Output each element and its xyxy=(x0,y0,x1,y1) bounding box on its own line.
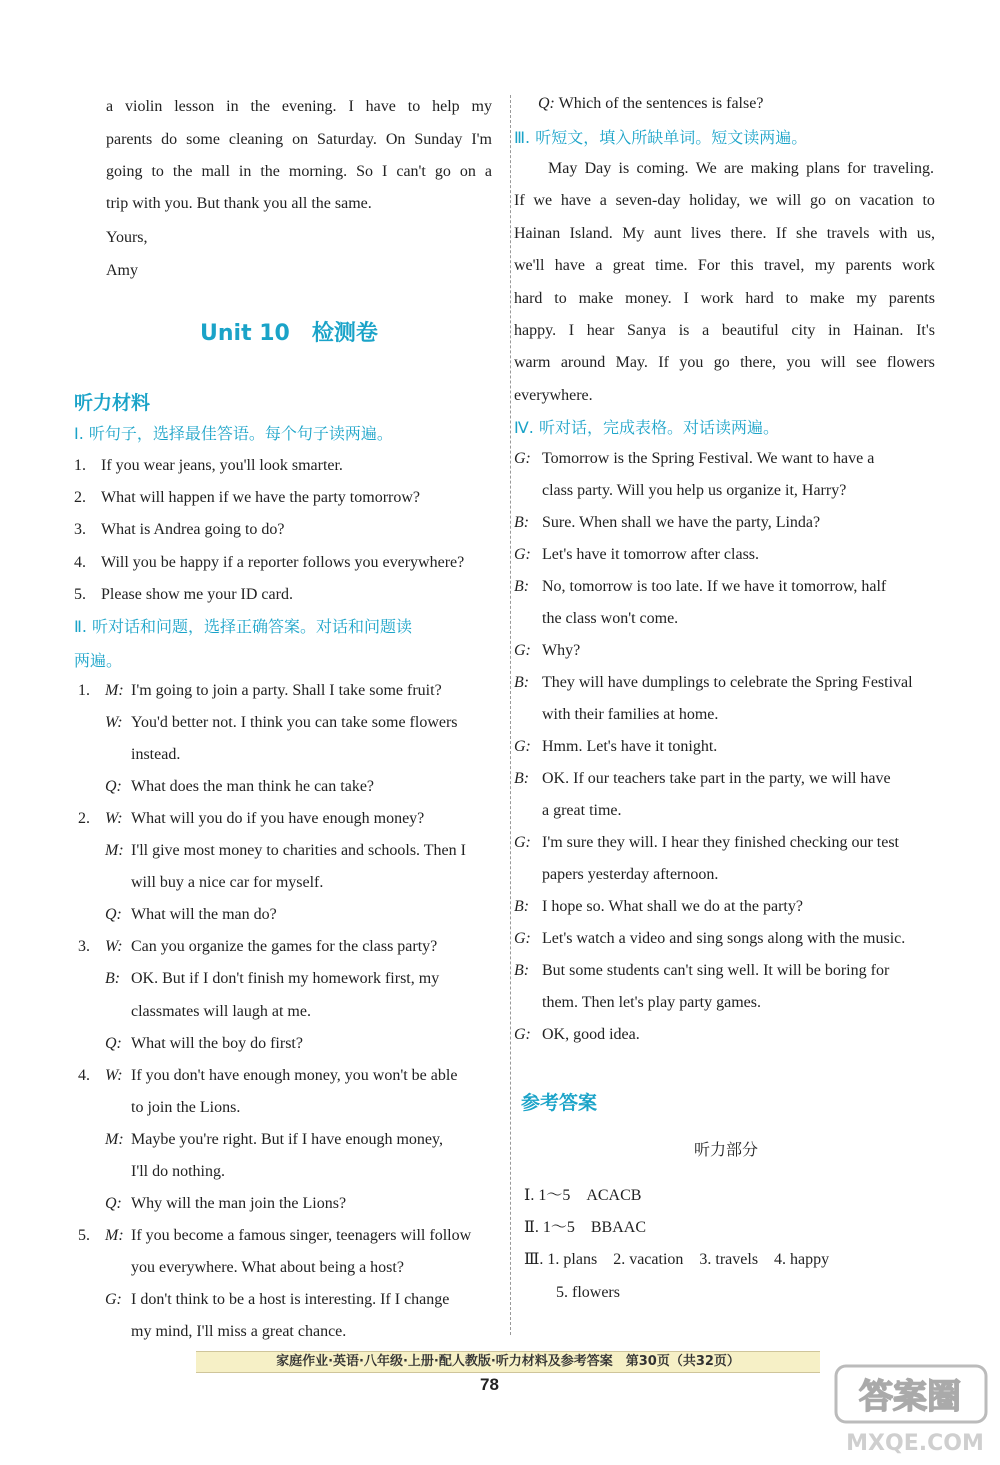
word: On xyxy=(385,131,406,148)
dialogue-text: You'd better not. I think you can take some flowers xyxy=(131,714,458,731)
dialogue-line xyxy=(105,1194,346,1214)
word: us, xyxy=(916,224,935,242)
word: I xyxy=(382,163,388,180)
passage-line xyxy=(514,224,935,244)
item-number: 2. xyxy=(78,810,90,827)
item-text: What is Andrea going to do? xyxy=(101,521,285,539)
word: help xyxy=(432,98,460,115)
word: around xyxy=(560,354,606,372)
word: parents xyxy=(106,131,153,148)
word: warm xyxy=(514,354,551,372)
word: to xyxy=(785,289,799,307)
dialogue-line xyxy=(542,801,622,821)
word: beautiful xyxy=(721,322,779,339)
word: It's xyxy=(916,322,935,339)
speaker-label: B: xyxy=(514,578,530,595)
item-number: 1. xyxy=(74,457,86,474)
word: If xyxy=(775,224,787,242)
word: some xyxy=(186,131,220,148)
passage-line xyxy=(548,159,934,179)
list-item xyxy=(74,585,293,605)
watermark-bottom-text: MXQE.COM xyxy=(846,1431,984,1456)
dialogue-line xyxy=(131,1322,346,1342)
item-number: 4. xyxy=(78,1067,90,1084)
word: we xyxy=(748,192,768,210)
dialogue-text: instead. xyxy=(131,746,181,763)
list-item xyxy=(74,520,285,540)
dialogue-text: I'll do nothing. xyxy=(131,1163,225,1180)
word: travel, xyxy=(763,257,805,275)
watermark-top-text: 答案圈 xyxy=(859,1377,961,1417)
answer-line-3-cont: 5. flowers xyxy=(556,1284,620,1301)
word: We xyxy=(695,160,717,177)
word: May. xyxy=(615,354,648,372)
word: the xyxy=(250,98,271,115)
word: Saturday. xyxy=(317,131,377,148)
word: my xyxy=(856,289,877,307)
dialogue-line xyxy=(514,833,899,853)
passage-line xyxy=(514,353,935,373)
dialogue-text: I hope so. What shall we do at the party? xyxy=(542,898,803,915)
item-number: 2. xyxy=(74,489,86,507)
letter-line xyxy=(106,162,492,182)
dialogue-text: I'll give most money to charities and schools. Then I xyxy=(131,842,466,859)
word: great xyxy=(612,257,645,275)
dialogue-line xyxy=(78,809,424,829)
dialogue-line xyxy=(514,737,717,757)
word: So xyxy=(356,163,374,180)
dialogue-text: Maybe you're right. But if I have enough money, xyxy=(131,1131,443,1148)
speaker-label: Q: xyxy=(105,778,122,795)
dialogue-line xyxy=(542,993,761,1013)
item-text: What will happen if we have the party tomorrow? xyxy=(101,489,420,507)
dialogue-text: If you become a famous singer, teenagers will follow xyxy=(131,1227,472,1244)
word: see xyxy=(856,354,877,372)
dialogue-text: If you don't have enough money, you won't be able xyxy=(131,1067,458,1084)
item-number: 5. xyxy=(78,1227,90,1244)
speaker-label: B: xyxy=(514,898,530,915)
dialogue-text: OK, good idea. xyxy=(542,1026,640,1043)
word: to xyxy=(554,289,567,307)
word: evening. xyxy=(281,98,337,115)
word: this xyxy=(730,257,754,275)
dialogue-line xyxy=(78,1066,457,1086)
word: hear xyxy=(586,322,615,339)
dialogue-text: Why? xyxy=(542,642,581,659)
passage-line: everywhere. xyxy=(514,386,593,404)
word: holiday, xyxy=(689,192,741,210)
speaker-label: G: xyxy=(514,930,531,947)
passage-line xyxy=(514,321,935,341)
word: make xyxy=(809,289,845,307)
word: in xyxy=(238,163,252,180)
dialogue-line xyxy=(542,705,718,725)
word: parents xyxy=(845,257,892,275)
word: my xyxy=(471,98,492,115)
dialogue-text: Let's have it tomorrow after class. xyxy=(542,546,760,563)
word: If xyxy=(658,354,669,372)
dialogue-text: Hmm. Let's have it tonight. xyxy=(542,738,718,755)
word: do xyxy=(161,131,178,148)
dialogue-line xyxy=(105,841,466,861)
dialogue-text: Tomorrow is the Spring Festival. We want to have a xyxy=(542,450,875,467)
speaker-label: G: xyxy=(514,450,531,467)
dialogue-text: class party. Will you help us organize it, Harry? xyxy=(542,482,847,499)
dialogue-text: No, tomorrow is too late. If we have it tomorrow, half xyxy=(542,578,887,595)
word: Hainan. xyxy=(853,322,904,339)
word: in xyxy=(226,98,239,115)
word: the xyxy=(172,163,193,180)
word: May xyxy=(548,160,578,177)
dialogue-text: Sure. When shall we have the party, Linda? xyxy=(542,514,821,531)
dialogue-text: with their families at home. xyxy=(542,706,719,723)
word: hard xyxy=(514,289,543,307)
dialogue-line xyxy=(105,905,277,925)
letter-line: trip with you. But thank you all the same. xyxy=(106,195,372,212)
word: work xyxy=(902,257,935,275)
word: Hainan xyxy=(514,224,561,242)
word: I xyxy=(568,322,575,339)
word: is xyxy=(618,160,630,177)
word: a xyxy=(595,257,603,275)
word: time. xyxy=(655,257,688,275)
speaker-label: W: xyxy=(105,1067,123,1084)
answer-line-1: Ⅰ. 1～5 ACACB xyxy=(524,1187,642,1204)
dialogue-line xyxy=(514,961,889,981)
dialogue-text: What will you do if you have enough money? xyxy=(131,810,425,827)
word: happy. xyxy=(514,322,557,339)
question-line xyxy=(538,94,763,114)
dialogue-line xyxy=(78,1226,471,1246)
word: Sanya xyxy=(626,322,667,339)
dialogue-text: the class won't come. xyxy=(542,610,679,627)
section-2-title: Ⅱ. 听对话和问题，选择正确答案。对话和问题读 xyxy=(74,617,413,636)
passage-line xyxy=(514,289,935,309)
dialogue-line xyxy=(514,577,886,597)
word: a xyxy=(106,98,114,115)
dialogue-text: will buy a nice car for myself. xyxy=(131,874,324,891)
word: vacation xyxy=(859,192,914,210)
word: lesson xyxy=(174,98,215,115)
word: my xyxy=(814,257,836,275)
dialogue-text: But some students can't sing well. It will be boring for xyxy=(542,962,890,979)
word: will xyxy=(776,192,802,210)
dialogue-line xyxy=(514,897,803,917)
speaker-label: G: xyxy=(514,834,531,851)
word: she xyxy=(796,224,818,242)
list-item xyxy=(74,553,464,573)
word: seven-day xyxy=(615,192,681,210)
word: there, xyxy=(740,354,777,372)
dialogue-line xyxy=(514,769,891,789)
dialogue-text: my mind, I'll miss a great chance. xyxy=(131,1323,347,1340)
speaker-label: W: xyxy=(105,714,123,731)
dialogue-line xyxy=(514,1025,640,1045)
answers-heading: 参考答案 xyxy=(521,1092,598,1114)
word: work xyxy=(700,289,734,307)
word: for xyxy=(847,160,866,177)
word: I xyxy=(348,98,354,115)
word: on xyxy=(292,131,309,148)
dialogue-line xyxy=(131,873,323,893)
speaker-label: B: xyxy=(514,962,530,979)
word: I xyxy=(683,289,689,307)
dialogue-text: you everywhere. What about being a host? xyxy=(131,1259,404,1276)
speaker-label: M: xyxy=(105,1227,124,1244)
speaker-label: B: xyxy=(105,970,121,987)
word: with xyxy=(878,224,908,242)
dialogue-text: What does the man think he can take? xyxy=(131,778,375,795)
word: lives xyxy=(690,224,722,242)
word: go xyxy=(809,192,826,210)
letter-closing: Yours, xyxy=(106,229,148,246)
word: morning. xyxy=(288,163,348,180)
dialogue-text: I don't think to be a host is interesting. If I change xyxy=(131,1291,450,1308)
word: is xyxy=(678,322,690,339)
dialogue-line xyxy=(78,681,442,701)
dialogue-line xyxy=(131,745,180,765)
speaker-label: W: xyxy=(105,810,123,827)
section-2-title-cont: 两遍。 xyxy=(74,651,123,670)
word: plans xyxy=(806,160,840,177)
section-4-title: Ⅳ. 听对话，完成表格。对话读两遍。 xyxy=(514,418,779,437)
dialogue-line xyxy=(131,1258,404,1278)
dialogue-line xyxy=(105,1130,443,1150)
speaker-label: W: xyxy=(105,938,123,955)
word: Island. xyxy=(569,224,613,242)
word: mall xyxy=(201,163,230,180)
listening-material-heading: 听力材料 xyxy=(74,392,151,414)
dialogue-line xyxy=(105,1034,303,1054)
word: the xyxy=(260,163,280,180)
dialogue-line xyxy=(131,1098,240,1118)
column-divider xyxy=(510,95,511,1335)
speaker-label: B: xyxy=(514,514,530,531)
word: are xyxy=(723,160,744,177)
item-text: Please show me your ID card. xyxy=(101,585,293,603)
word: on xyxy=(459,163,476,180)
speaker-label: Q: xyxy=(105,1195,122,1212)
item-number: 4. xyxy=(74,553,86,571)
dialogue-line xyxy=(131,1002,311,1022)
dialogue-text: to join the Lions. xyxy=(131,1099,241,1116)
dialogue-text: Let's watch a video and sing songs along with the music. xyxy=(542,930,906,947)
dialogue-line xyxy=(514,545,759,565)
word: cleaning xyxy=(228,131,284,148)
dialogue-text: OK. But if I don't finish my homework first, my xyxy=(131,970,440,987)
word: hard xyxy=(745,289,774,307)
speaker-label: M: xyxy=(105,1131,124,1148)
item-number: 1. xyxy=(78,682,90,699)
word: flowers xyxy=(886,354,935,372)
word: a xyxy=(702,322,710,339)
dialogue-text: What will the boy do first? xyxy=(131,1035,303,1052)
speaker-label: B: xyxy=(514,770,530,787)
word: money. xyxy=(625,289,672,307)
dialogue-text: OK. If our teachers take part in the party, we will have xyxy=(542,770,891,787)
speaker-label: Q: xyxy=(538,95,555,112)
letter-line xyxy=(106,97,492,117)
speaker-label: G: xyxy=(105,1291,122,1308)
letter-line xyxy=(106,130,492,150)
section-1-title: Ⅰ. 听句子，选择最佳答语。每个句子读两遍。 xyxy=(74,424,393,443)
word: a xyxy=(599,192,607,210)
dialogue-line xyxy=(105,777,374,797)
word: Day xyxy=(584,160,612,177)
speaker-label: Q: xyxy=(105,1035,122,1052)
section-3-title: Ⅲ. 听短文，填入所缺单词。短文读两遍。 xyxy=(514,128,808,147)
letter-signature: Amy xyxy=(106,262,138,279)
dialogue-text: I'm sure they will. I hear they finished checking our test xyxy=(542,834,899,851)
dialogue-line xyxy=(514,513,820,533)
answer-line-2: Ⅱ. 1～5 BBAAC xyxy=(524,1219,647,1236)
word: a xyxy=(484,163,492,180)
word: violin xyxy=(125,98,163,115)
watermark-graphic xyxy=(830,1360,1000,1460)
speaker-label: B: xyxy=(514,674,530,691)
dialogue-line xyxy=(105,1290,449,1310)
dialogue-text: Why will the man join the Lions? xyxy=(131,1195,347,1212)
dialogue-text: I'm going to join a party. Shall I take some fruit? xyxy=(131,682,442,699)
word: on xyxy=(834,192,851,210)
dialogue-line xyxy=(514,929,905,949)
word: make xyxy=(578,289,614,307)
word: to xyxy=(151,163,164,180)
word: coming. xyxy=(636,160,689,177)
dialogue-text: classmates will laugh at me. xyxy=(131,1003,311,1020)
passage-line xyxy=(514,191,935,211)
speaker-label: G: xyxy=(514,1026,531,1043)
word: have xyxy=(554,257,585,275)
dialogue-line xyxy=(542,481,846,501)
word: If xyxy=(514,192,525,210)
word: go xyxy=(434,163,451,180)
dialogue-line xyxy=(514,641,580,661)
word: aunt xyxy=(653,224,682,242)
footer-band: 家庭作业·英语·八年级·上册·配人教版·听力材料及参考答案 第30页（共32页） xyxy=(196,1351,820,1373)
dialogue-line xyxy=(542,865,718,885)
word: to xyxy=(407,98,421,115)
dialogue-line xyxy=(105,969,439,989)
speaker-label: Q: xyxy=(105,906,122,923)
word: to xyxy=(922,192,935,210)
word: there. xyxy=(730,224,767,242)
dialogue-text: They will have dumplings to celebrate the Spring Festival xyxy=(542,674,913,691)
dialogue-line xyxy=(514,449,874,469)
speaker-label: G: xyxy=(514,738,531,755)
dialogue-line xyxy=(105,713,458,733)
question-text: Which of the sentences is false? xyxy=(558,95,764,112)
word: have xyxy=(365,98,396,115)
dialogue-text: Can you organize the games for the class party? xyxy=(131,938,438,955)
dialogue-text: a great time. xyxy=(542,802,622,819)
dialogue-line xyxy=(542,609,678,629)
word: I'm xyxy=(471,131,492,148)
dialogue-line xyxy=(78,937,437,957)
dialogue-text: What will the man do? xyxy=(131,906,277,923)
word: we xyxy=(533,192,553,210)
item-text: If you wear jeans, you'll look smarter. xyxy=(101,457,343,474)
word: can't xyxy=(396,163,426,180)
speaker-label: G: xyxy=(514,642,531,659)
item-number: 3. xyxy=(78,938,90,955)
word: go xyxy=(713,354,730,372)
watermark-logo xyxy=(830,1360,1000,1460)
word: you xyxy=(679,354,704,372)
word: traveling. xyxy=(873,160,934,177)
page-number: 78 xyxy=(480,1375,499,1394)
word: have xyxy=(560,192,592,210)
word: My xyxy=(622,224,645,242)
answer-line-3: Ⅲ. 1. plans 2. vacation 3. travels 4. happy xyxy=(524,1251,830,1268)
passage-line xyxy=(514,256,935,276)
dialogue-line xyxy=(131,1162,225,1182)
word: city xyxy=(791,322,816,339)
unit-title: Unit 10 检测卷 xyxy=(200,321,378,346)
speaker-label: M: xyxy=(105,682,124,699)
word: travels xyxy=(826,224,870,242)
speaker-label: M: xyxy=(105,842,124,859)
list-item xyxy=(74,488,420,508)
dialogue-text: papers yesterday afternoon. xyxy=(542,866,719,883)
word: For xyxy=(697,257,721,275)
item-text: Will you be happy if a reporter follows you everywhere? xyxy=(101,553,465,571)
item-number: 5. xyxy=(74,585,86,603)
word: going xyxy=(106,163,143,180)
list-item xyxy=(74,456,343,476)
word: parents xyxy=(888,289,935,307)
word: Sunday xyxy=(414,131,463,148)
speaker-label: G: xyxy=(514,546,531,563)
word: will xyxy=(820,354,846,372)
word: in xyxy=(828,322,841,339)
dialogue-line xyxy=(514,673,913,693)
answers-subheading: 听力部分 xyxy=(694,1140,759,1159)
word: making xyxy=(750,160,799,177)
item-number: 3. xyxy=(74,521,86,539)
dialogue-text: them. Then let's play party games. xyxy=(542,994,761,1011)
word: you xyxy=(786,354,811,372)
word: we'll xyxy=(514,257,545,275)
